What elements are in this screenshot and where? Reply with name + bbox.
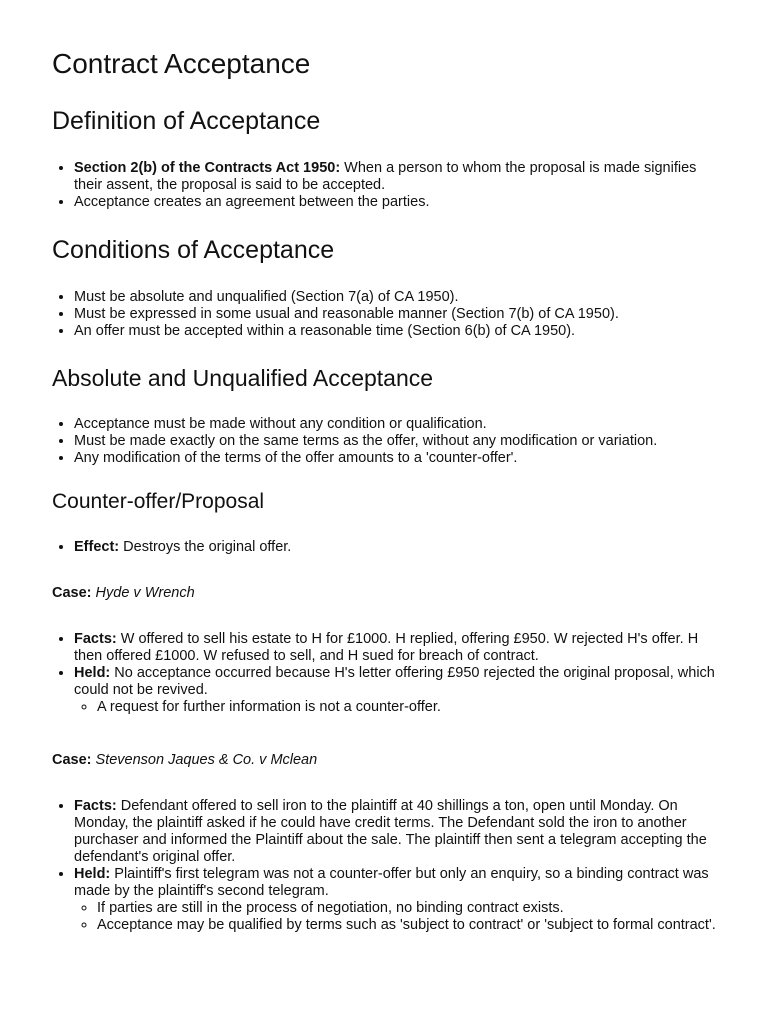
facts-text: W offered to sell his estate to H for £1000. H replied, offering £950. W rejected H's offer. H then offered £1000. W refused to sell, and H sued for breach of contract. xyxy=(74,631,699,664)
sub-list-item: ◦ Acceptance may be qualified by terms such as 'subject to contract' or 'subject to formal contract'. xyxy=(97,917,720,934)
absolute-list xyxy=(52,416,720,467)
page-title: Contract Acceptance xyxy=(52,48,311,79)
facts-text: Defendant offered to sell iron to the plaintiff at 40 shillings a ton, open until Monday. On Monday, the plaintiff asked if he could have credit terms. The Defendant sold the iron to another purchaser and informed the Plaintiff about the sale. The plaintiff then sent a telegram accepting the defendant's original offer. xyxy=(74,798,707,865)
case2-list xyxy=(52,798,720,934)
list-item xyxy=(74,665,720,716)
absolute-heading: Absolute and Unqualified Acceptance xyxy=(52,365,434,391)
facts-label: Facts: xyxy=(74,798,117,814)
list-item: • An offer must be accepted within a reasonable time (Section 6(b) of CA 1950). xyxy=(74,323,720,340)
list-item: • Any modification of the terms of the offer amounts to a 'counter-offer'. xyxy=(74,450,720,467)
case-name: Stevenson Jaques & Co. v Mclean xyxy=(95,752,318,768)
facts-label: Facts: xyxy=(74,631,117,647)
held-text: Plaintiff's first telegram was not a counter-offer but only an enquiry, so a binding contract was made by the plaintiff's second telegram. xyxy=(74,866,709,899)
list-item xyxy=(74,539,720,556)
list-item xyxy=(74,160,720,194)
effect-text: Destroys the original offer. xyxy=(119,539,292,555)
case-label: Case: xyxy=(52,752,92,768)
list-item: • Must be absolute and unqualified (Section 7(a) of CA 1950). xyxy=(74,289,720,306)
conditions-list xyxy=(52,289,720,340)
effect-label: Effect: xyxy=(74,539,120,555)
counter-offer-heading: Counter-offer/Proposal xyxy=(52,490,265,513)
list-item xyxy=(74,631,720,665)
list-item xyxy=(74,798,720,866)
list-item-text: When a person to whom the proposal is made signifies their assent, the proposal is said to be accepted. xyxy=(74,160,697,193)
case1-list xyxy=(52,631,720,716)
conditions-heading: Conditions of Acceptance xyxy=(52,236,335,264)
case1-sub-list xyxy=(74,699,720,716)
held-label: Held: xyxy=(74,866,111,882)
section-label: Section 2(b) of the Contracts Act 1950: xyxy=(74,160,341,176)
counter-offer-list xyxy=(52,539,720,556)
list-item: • Acceptance creates an agreement between the parties. xyxy=(74,194,720,211)
held-label: Held: xyxy=(74,665,111,681)
case-hyde-v-wrench xyxy=(52,585,720,602)
case-name: Hyde v Wrench xyxy=(95,585,195,601)
list-item: • Acceptance must be made without any condition or qualification. xyxy=(74,416,720,433)
definition-heading: Definition of Acceptance xyxy=(52,107,321,135)
held-text: No acceptance occurred because H's letter offering £950 rejected the original proposal, which could not be revived. xyxy=(74,665,715,698)
sub-list-item: ◦ A request for further information is not a counter-offer. xyxy=(97,699,720,716)
case2-sub-list xyxy=(74,900,720,934)
list-item: • Must be made exactly on the same terms as the offer, without any modification or variation. xyxy=(74,433,720,450)
list-item xyxy=(74,866,720,934)
list-item: • Must be expressed in some usual and reasonable manner (Section 7(b) of CA 1950). xyxy=(74,306,720,323)
case-stevenson-v-mclean xyxy=(52,752,720,769)
sub-list-item: ◦ If parties are still in the process of negotiation, no binding contract exists. xyxy=(97,900,720,917)
case-label: Case: xyxy=(52,585,92,601)
definition-list xyxy=(52,160,720,211)
